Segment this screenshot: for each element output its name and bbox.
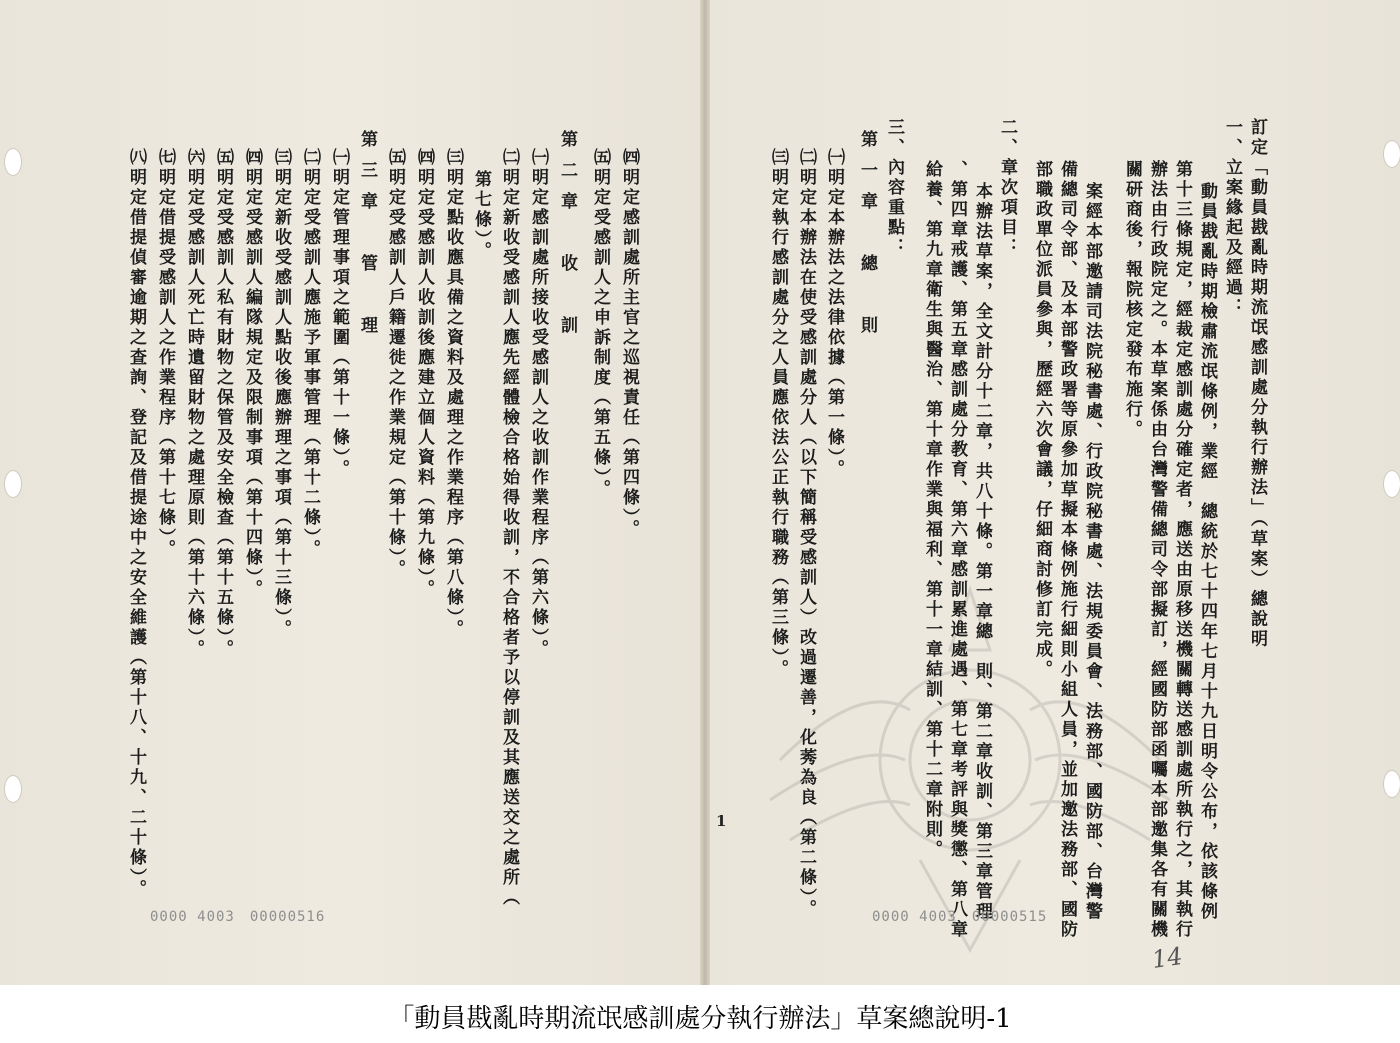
list-item: ㈢明定點收應具備之資料及處理之作業程序（第八條）。 bbox=[443, 148, 463, 640]
handwritten-page-mark: 14 bbox=[1150, 942, 1185, 974]
binder-hole bbox=[1383, 470, 1400, 498]
list-item: ㈠明定本辦法之法律依據（第一條）。 bbox=[824, 148, 844, 480]
list-item: ㈢明定新收受感訓人點收後應辦理之事項（第十三條）。 bbox=[271, 148, 291, 640]
paragraph-line: 辦法由行政院定之。本草案係由台灣警備總司令部擬訂，經國防部函囑本部邀集各有關機 bbox=[1147, 160, 1167, 940]
serial-number: 0000 4003 00000516 bbox=[150, 909, 326, 925]
list-item: ㈤明定受感訓人私有財物之保管及安全檢查（第十五條）。 bbox=[213, 148, 233, 660]
list-item: ㈥明定受感訓人死亡時遺留財物之處理原則（第十六條）。 bbox=[184, 148, 204, 660]
section-heading: 二、章次項目： bbox=[997, 118, 1017, 258]
paragraph-line: 本辦法草案，全文計分十二章，共八十條。第一章總 則、第二章收訓、第三章管理 bbox=[972, 182, 992, 922]
paragraph-line: 案經本部邀請司法院秘書處、行政院秘書處、法規委員會、法務部、國防部、台灣警 bbox=[1082, 182, 1102, 922]
list-item: ㈡明定新收受感訓人應先經體檢合格始得收訓，不合格者予以停訓及其應送交之處所（ bbox=[499, 148, 519, 908]
list-item: ㈡明定受感訓人應施予軍事管理（第十二條）。 bbox=[300, 148, 320, 560]
binder-hole bbox=[1383, 140, 1400, 168]
list-item: ㈦明定借提受感訓人之作業程序（第十七條）。 bbox=[155, 148, 175, 560]
page-number: 1 bbox=[716, 812, 727, 830]
binder-hole bbox=[4, 775, 22, 803]
section-heading: 三、內容重點： bbox=[884, 118, 904, 258]
list-item: ㈠明定感訓處所接收受感訓人之收訓作業程序（第六條）。 bbox=[528, 148, 548, 660]
list-item: ㈤明定受感訓人戶籍遷徙之作業規定（第十條）。 bbox=[385, 148, 405, 580]
document-title: 訂定「動員戡亂時期流氓感訓處分執行辦法」（草案）總說明 bbox=[1247, 118, 1267, 650]
list-item: ㈡明定本辦法在使受感訓處分人（以下簡稱受感訓人）改過遷善，化莠為良（第二條）。 bbox=[796, 148, 816, 920]
list-item: ㈣明定受感訓人編隊規定及限制事項（第十四條）。 bbox=[242, 148, 262, 600]
paragraph-line: 第十三條規定，經裁定感訓處分確定者，應送由原移送機關轉送感訓處所執行之，其執行 bbox=[1172, 160, 1192, 940]
paragraph-line: 給養、第九章衛生與醫治、第十章作業與福利、第十一章結訓、第十二章附則。 bbox=[922, 160, 942, 860]
page-gutter bbox=[700, 0, 710, 985]
serial-number: 0000 4003 00000515 bbox=[872, 909, 1048, 925]
list-item: ㈤明定受感訓人之申訴制度（第五條）。 bbox=[590, 148, 610, 500]
list-item: ㈧明定借提偵審逾期之查詢、登記及借提途中之安全維護（第十八、十九、二十條）。 bbox=[126, 148, 146, 900]
list-item: ㈠明定管理事項之範圍（第十一條）。 bbox=[329, 148, 349, 480]
binder-hole bbox=[1383, 770, 1400, 798]
paragraph-line: 備總司令部、及本部警政署等原參加草擬本條例施行細則小組人員，並加邀法務部、國防 bbox=[1057, 160, 1077, 940]
chapter-heading: 第三章 管 理 bbox=[357, 130, 377, 347]
list-item: ㈣明定受感訓人收訓後應建立個人資料（第九條）。 bbox=[414, 148, 434, 600]
list-item: ㈣明定感訓處所主官之巡視責任（第四條）。 bbox=[619, 148, 639, 540]
binder-hole bbox=[4, 148, 22, 176]
binder-hole bbox=[4, 470, 22, 498]
paragraph-line: 、第四章戒護、第五章感訓處分教育、第六章感訓累進處遇、第七章考評與獎懲、第八章 bbox=[947, 160, 967, 940]
paragraph-line: 關研商後，報院核定發布施行。 bbox=[1122, 160, 1142, 440]
section-heading: 一、立案緣起及經過： bbox=[1222, 118, 1242, 318]
list-item: 第七條）。 bbox=[471, 170, 491, 262]
chapter-heading: 第二章 收 訓 bbox=[557, 130, 577, 347]
paragraph-line: 部職政單位派員參與，歷經六次會議，仔細商討修訂完成。 bbox=[1032, 160, 1052, 680]
list-item: ㈢明定執行感訓處分之人員應依法公正執行職務（第三條）。 bbox=[768, 148, 788, 680]
paragraph-line: 動員戡亂時期檢肅流氓條例，業經 總統於七十四年七月十九日明令公布，依該條例 bbox=[1197, 182, 1217, 922]
chapter-heading: 第一章 總 則 bbox=[857, 130, 877, 347]
figure-caption: 「動員戡亂時期流氓感訓處分執行辦法」草案總說明-1 bbox=[388, 1004, 1012, 1034]
